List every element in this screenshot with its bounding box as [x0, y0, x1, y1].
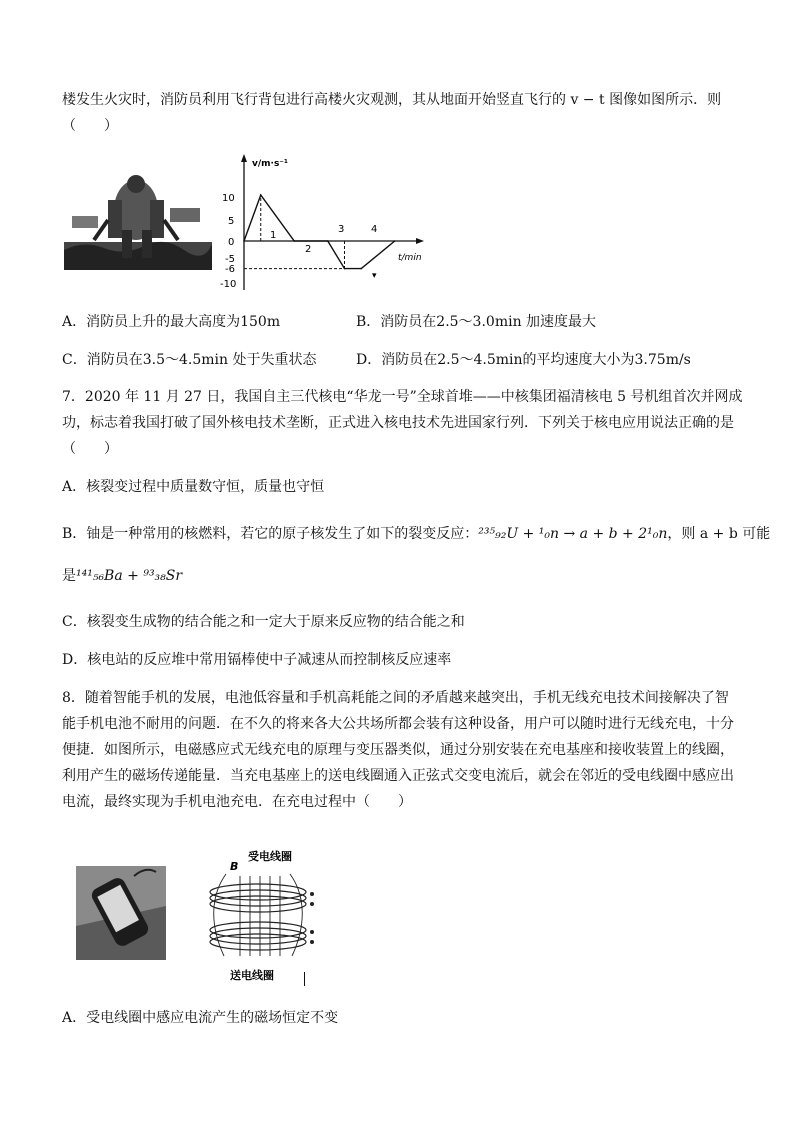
y-axis-arrow	[241, 154, 247, 162]
q7-option-b-line2-text: 是	[62, 568, 76, 584]
y-tick-5: 5	[228, 216, 235, 227]
q8-option-a: A．受电线圈中感应电流产生的磁场恒定不变	[62, 1010, 339, 1026]
q6-option-d: D．消防员在2.5～4.5min的平均速度大小为3.75m/s	[356, 352, 691, 368]
velocity-point	[360, 268, 362, 270]
q7-option-d: D．核电站的反应堆中常用镉棒使中子减速从而控制核反应速率	[62, 652, 452, 668]
fission-products-formula: ¹⁴¹₅₆Ba + ⁹³₃₈Sr	[76, 568, 183, 584]
coil-terminals	[310, 892, 314, 944]
send-coil-label: 送电线圈	[230, 969, 274, 982]
x-tick-1: 1	[270, 230, 277, 241]
y-tick-10: 10	[222, 193, 235, 204]
velocity-point	[260, 194, 262, 196]
vt-graph	[214, 150, 444, 295]
x-axis-arrow	[416, 238, 424, 244]
y-tick-0: 0	[228, 237, 235, 248]
q6-option-b: B．消防员在2.5～3.0min 加速度最大	[356, 314, 597, 330]
q8-stem-line3: 便捷．如图所示，电磁感应式无线充电的原理与变压器类似，通过分别安装在充电基座和接收装置上的线圈，	[62, 742, 734, 758]
velocity-point	[394, 240, 396, 242]
velocity-point	[293, 240, 295, 242]
b-field-label: B	[230, 860, 239, 873]
receive-coil	[210, 884, 306, 912]
x-tick-3: 3	[338, 224, 345, 235]
y-tick-neg5: -5	[225, 254, 235, 265]
graph-mark: ▾	[372, 271, 377, 281]
q8-stem-line5: 电流，最终实现为手机电池充电．在充电过程中（ ）	[62, 794, 412, 810]
receive-coil-label: 受电线圈	[248, 850, 292, 863]
q8-stem-line1: 8．随着智能手机的发展，电池低容量和手机高耗能之间的矛盾越来越突出，手机无线充电技术间接解决了智	[62, 690, 729, 706]
text-cursor	[304, 972, 305, 986]
x-tick-2: 2	[305, 244, 312, 255]
q7-stem-line2: 功，标志着我国打破了国外核电技术垄断，正式进入核电技术先进国家行列．下列关于核电应用说法正确的是	[62, 415, 734, 431]
q7-option-b-line1	[62, 524, 770, 544]
x-tick-4: 4	[371, 224, 378, 235]
q7-option-b-text: B．铀是一种常用的核燃料，若它的原子核发生了如下的裂变反应：	[62, 526, 479, 542]
velocity-point	[243, 240, 245, 242]
send-coil	[210, 922, 306, 950]
q7-option-b-tail: ，则 a + b 可能	[667, 526, 771, 542]
velocity-point	[344, 268, 346, 270]
velocity-point	[327, 240, 329, 242]
q6-option-c: C．消防员在3.5～4.5min 处于失重状态	[62, 352, 317, 368]
x-axis-label: t/min	[398, 253, 422, 263]
q7-option-c: C．核裂变生成物的结合能之和一定大于原来反应物的结合能之和	[62, 614, 465, 630]
q8-stem-line2: 能手机电池不耐用的问题．在不久的将来各大公共场所都会装有这种设备，用户可以随时进行无线充电，十分	[62, 716, 734, 732]
q6-option-a: A．消防员上升的最大高度为150m	[62, 314, 281, 330]
q7-option-b-line2	[62, 566, 182, 586]
q7-stem-line1: 7．2020 年 11 月 27 日，我国自主三代核电“华龙一号”全球首堆——中核集团福清核电 5 号机组首次并网成	[62, 389, 743, 405]
q6-stem-line2: （ ）	[62, 118, 118, 134]
phone-charging-photo	[76, 866, 166, 960]
fission-equation: ²³⁵₉₂U + ¹₀n → a + b + 2¹₀n	[478, 526, 668, 542]
q6-stem-line1: 楼发生火灾时，消防员利用飞行背包进行高楼火灾观测，其从地面开始竖直飞行的 v − t 图像如图所示．则	[62, 92, 722, 108]
q8-stem-line4: 利用产生的磁场传递能量．当充电基座上的送电线圈通入正弦式交变电流后，就会在邻近的受电线圈中感应出	[62, 768, 734, 784]
firefighter-jetpack-photo	[64, 170, 212, 270]
q7-option-a: A．核裂变过程中质量数守恒，质量也守恒	[62, 479, 325, 495]
y-axis-label: v/m·s⁻¹	[252, 159, 288, 169]
y-tick-neg6: -6	[225, 264, 235, 275]
y-tick-neg10: -10	[220, 279, 237, 290]
q7-stem-line3: （ ）	[62, 441, 118, 457]
coil-diagram	[196, 846, 326, 986]
